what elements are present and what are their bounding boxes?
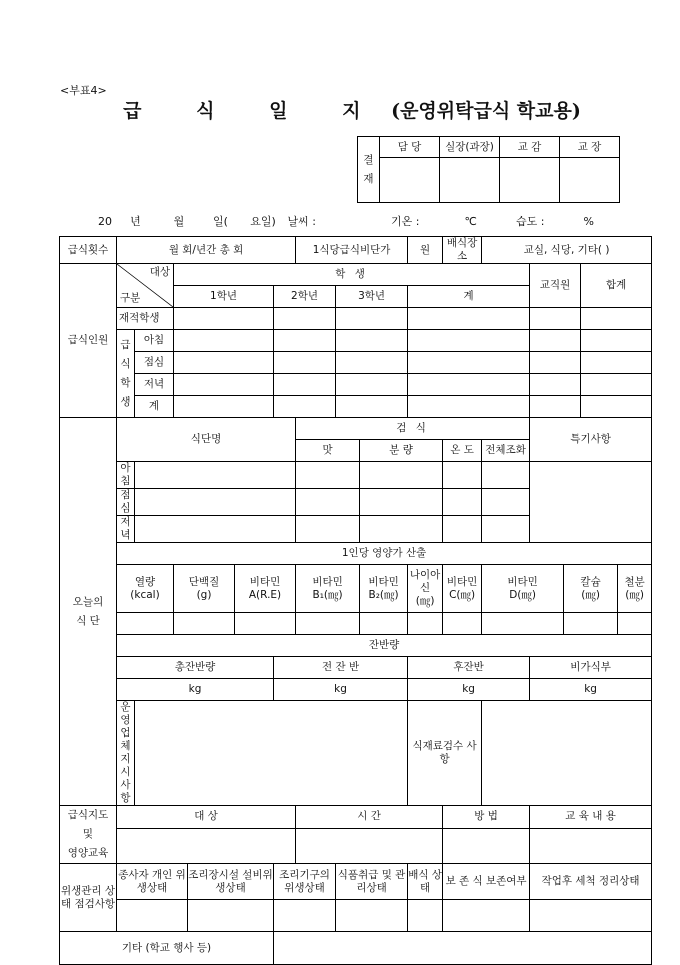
nutrition-col-vitamin-a bbox=[235, 565, 296, 613]
education-time-value[interactable] bbox=[296, 828, 443, 863]
menu-dinner-overall[interactable] bbox=[482, 516, 530, 543]
nutrition-unit: C(㎎) bbox=[449, 588, 476, 601]
day-label: 일( bbox=[213, 215, 228, 228]
serving-place-label: 배식장소 bbox=[443, 237, 482, 264]
students-header: 학 생 bbox=[174, 264, 530, 286]
sign-box-manager[interactable] bbox=[380, 158, 440, 203]
special-notes-header: 특기사항 bbox=[530, 418, 652, 462]
education-label-line2: 및 bbox=[82, 828, 94, 840]
lunch-count-label: 점심 bbox=[135, 352, 174, 374]
hygiene-serving-value[interactable] bbox=[408, 900, 443, 932]
nutrition-label: 철분 bbox=[624, 575, 645, 588]
overall-header: 전체조화 bbox=[482, 440, 530, 462]
approval-director: 실장(과장) bbox=[440, 137, 500, 158]
grade-1-header: 1학년 bbox=[174, 286, 274, 308]
breakfast-grade1[interactable] bbox=[174, 330, 274, 352]
ingredient-inspection-value[interactable] bbox=[482, 701, 652, 806]
hygiene-col-serving: 배식 상태 bbox=[408, 864, 443, 900]
meal-students-label bbox=[117, 330, 135, 418]
nutrition-col-vitamin-b2 bbox=[360, 565, 408, 613]
students-total-header: 계 bbox=[408, 286, 530, 308]
etc-label: 기타 (학교 행사 등) bbox=[60, 932, 274, 965]
dinner-sum[interactable] bbox=[581, 374, 652, 396]
menu-breakfast-amount[interactable] bbox=[360, 462, 443, 489]
enrolled-staff[interactable] bbox=[530, 308, 581, 330]
nutrition-col-iron bbox=[618, 565, 652, 613]
grade-2-header: 2학년 bbox=[274, 286, 336, 308]
menu-breakfast-taste[interactable] bbox=[296, 462, 360, 489]
sign-box-principal[interactable] bbox=[560, 158, 620, 203]
amount-header: 분 량 bbox=[360, 440, 443, 462]
lunch-total[interactable] bbox=[408, 352, 530, 374]
nutrition-unit: (㎎) bbox=[581, 588, 600, 601]
menu-name-header: 식단명 bbox=[117, 418, 296, 462]
title-char-4: 지 bbox=[342, 100, 361, 122]
hygiene-col-personal: 종사자 개인 위생상태 bbox=[117, 864, 188, 900]
leftover-post-header: 후잔반 bbox=[408, 657, 530, 679]
meal-students-char: 식 bbox=[120, 357, 131, 370]
menu-lunch-temp[interactable] bbox=[443, 489, 482, 516]
lunch-grade2[interactable] bbox=[274, 352, 336, 374]
menu-section-label bbox=[60, 418, 117, 806]
menu-lunch-overall[interactable] bbox=[482, 489, 530, 516]
temperature-header: 온 도 bbox=[443, 440, 482, 462]
education-target-value[interactable] bbox=[117, 828, 296, 863]
education-method-header: 방 법 bbox=[443, 806, 530, 829]
approval-table bbox=[357, 136, 620, 203]
nutrition-label: 열량 bbox=[134, 575, 156, 588]
nutrition-unit: (㎎) bbox=[415, 595, 435, 607]
special-notes-value[interactable] bbox=[530, 462, 652, 543]
menu-dinner-taste[interactable] bbox=[296, 516, 360, 543]
hygiene-preserved-food-value[interactable] bbox=[443, 900, 530, 932]
page-title bbox=[0, 96, 680, 123]
meal-students-char: 생 bbox=[120, 395, 131, 408]
inspection-header: 검 식 bbox=[296, 418, 530, 440]
meal-subtotal-label: 계 bbox=[135, 396, 174, 418]
weather-line bbox=[60, 213, 620, 229]
hygiene-utensils-value[interactable] bbox=[274, 900, 336, 932]
meal-count-label: 급식횟수 bbox=[60, 237, 117, 264]
hygiene-facility-value[interactable] bbox=[188, 900, 274, 932]
approval-label: 결재 bbox=[358, 137, 380, 203]
lunch-grade1[interactable] bbox=[174, 352, 274, 374]
nutrition-label: 칼슘 bbox=[580, 575, 601, 588]
breakfast-total[interactable] bbox=[408, 330, 530, 352]
nutrition-vitamin-d-value[interactable] bbox=[482, 613, 564, 635]
subtotal-total[interactable] bbox=[408, 396, 530, 418]
leftover-total-unit[interactable]: kg bbox=[117, 679, 274, 701]
meal-students-char: 학 bbox=[120, 376, 131, 389]
hygiene-col-food-handling: 식품취급 및 관리상태 bbox=[336, 864, 408, 900]
leftover-pre-header: 전 잔 반 bbox=[274, 657, 408, 679]
nutrition-vitamin-a-value[interactable] bbox=[235, 613, 296, 635]
enrolled-total[interactable] bbox=[408, 308, 530, 330]
menu-lunch-amount[interactable] bbox=[360, 489, 443, 516]
title-subtitle: (운영위탁급식 학교용) bbox=[391, 100, 581, 122]
hygiene-personal-value[interactable] bbox=[117, 900, 188, 932]
dinner-staff[interactable] bbox=[530, 374, 581, 396]
serving-place-value[interactable]: 교실, 식당, 기타( ) bbox=[482, 237, 652, 264]
approval-principal: 교 장 bbox=[560, 137, 620, 158]
menu-lunch-name[interactable] bbox=[135, 489, 296, 516]
title-char-3: 일 bbox=[269, 100, 288, 122]
lunch-grade3[interactable] bbox=[336, 352, 408, 374]
nutrition-col-vitamin-c bbox=[443, 565, 482, 613]
operator-instructions-label: 운영업체 지시사항 bbox=[117, 701, 135, 806]
education-content-value[interactable] bbox=[530, 828, 652, 863]
meal-students-char: 급 bbox=[120, 338, 131, 351]
education-time-header: 시 간 bbox=[296, 806, 443, 829]
breakfast-staff[interactable] bbox=[530, 330, 581, 352]
hygiene-col-cleanup: 작업후 세척 정리상태 bbox=[530, 864, 652, 900]
menu-dinner-name[interactable] bbox=[135, 516, 296, 543]
meal-log-table bbox=[59, 236, 652, 965]
menu-breakfast-label: 아침 bbox=[117, 462, 135, 489]
menu-dinner-label: 저녁 bbox=[117, 516, 135, 543]
nutrition-unit: B₂(㎎) bbox=[368, 588, 399, 601]
education-content-header: 교 육 내 용 bbox=[530, 806, 652, 829]
weekday-label: 요일) bbox=[250, 215, 276, 228]
menu-dinner-temp[interactable] bbox=[443, 516, 482, 543]
ingredient-inspection-label: 식재료검수 사항 bbox=[408, 701, 482, 806]
breakfast-grade2[interactable] bbox=[274, 330, 336, 352]
leftover-inedible-unit[interactable]: kg bbox=[530, 679, 652, 701]
humidity-unit: % bbox=[583, 215, 594, 228]
enrolled-grade3[interactable] bbox=[336, 308, 408, 330]
division-label: 구분 bbox=[120, 292, 141, 304]
dinner-grade1[interactable] bbox=[174, 374, 274, 396]
temperature-label: 기온 : bbox=[391, 215, 420, 228]
subtotal-sum[interactable] bbox=[581, 396, 652, 418]
nutrition-col-calcium bbox=[564, 565, 618, 613]
nutrition-col-vitamin-b1 bbox=[296, 565, 360, 613]
sum-header: 합계 bbox=[581, 264, 652, 308]
hygiene-col-utensils: 조리기구의 위생상태 bbox=[274, 864, 336, 900]
humidity-label: 습도 : bbox=[516, 215, 545, 228]
sign-box-director[interactable] bbox=[440, 158, 500, 203]
hygiene-col-facility: 조리장시설 설비위생상태 bbox=[188, 864, 274, 900]
weather-label: 날씨 : bbox=[287, 215, 316, 228]
hygiene-cleanup-value[interactable] bbox=[530, 900, 652, 932]
target-label: 대상 bbox=[149, 266, 170, 278]
nutrition-unit: (g) bbox=[196, 588, 212, 601]
education-label-line1: 급식지도 bbox=[67, 809, 109, 821]
meal-cost-unit[interactable]: 원 bbox=[408, 237, 443, 264]
nutrition-iron-value[interactable] bbox=[618, 613, 652, 635]
headcount-section-label: 급식인원 bbox=[60, 264, 117, 418]
nutrition-col-protein bbox=[174, 565, 235, 613]
breakfast-sum[interactable] bbox=[581, 330, 652, 352]
subtotal-grade3[interactable] bbox=[336, 396, 408, 418]
meal-count-value[interactable]: 월 회/년간 총 회 bbox=[117, 237, 296, 264]
menu-breakfast-temp[interactable] bbox=[443, 462, 482, 489]
nutrition-unit: D(㎎) bbox=[509, 588, 536, 601]
menu-breakfast-name[interactable] bbox=[135, 462, 296, 489]
education-label bbox=[60, 806, 117, 864]
subtotal-staff[interactable] bbox=[530, 396, 581, 418]
nutrition-col-vitamin-d bbox=[482, 565, 564, 613]
year-label: 년 bbox=[130, 215, 141, 228]
nutrition-label: 나이아신 bbox=[409, 569, 441, 594]
leftover-total-header: 총잔반량 bbox=[117, 657, 274, 679]
education-label-line3: 영양교육 bbox=[67, 847, 109, 859]
nutrition-label: 비타민 bbox=[368, 575, 399, 588]
leftover-inedible-header: 비가식부 bbox=[530, 657, 652, 679]
nutrition-label: 단백질 bbox=[188, 575, 220, 588]
menu-breakfast-overall[interactable] bbox=[482, 462, 530, 489]
breakfast-count-label: 아침 bbox=[135, 330, 174, 352]
etc-value[interactable] bbox=[274, 932, 652, 965]
hygiene-col-preserved-food: 보 존 식 보존여부 bbox=[443, 864, 530, 900]
meal-cost-label: 1식당급식비단가 bbox=[296, 237, 408, 264]
menu-lunch-label: 점심 bbox=[117, 489, 135, 516]
nutrition-unit: A(R.E) bbox=[248, 588, 282, 601]
headcount-diagonal-header bbox=[117, 264, 174, 308]
annex-label: <부표4> bbox=[60, 84, 107, 97]
approval-manager: 담 당 bbox=[380, 137, 440, 158]
nutrition-unit: (kcal) bbox=[130, 588, 160, 601]
lunch-sum[interactable] bbox=[581, 352, 652, 374]
education-method-value[interactable] bbox=[443, 828, 530, 863]
nutrition-col-energy bbox=[117, 565, 174, 613]
year-prefix: 20 bbox=[98, 215, 112, 228]
nutrition-unit: B₁(㎎) bbox=[312, 588, 343, 601]
enrolled-grade2[interactable] bbox=[274, 308, 336, 330]
nutrition-label: 비타민 bbox=[312, 575, 343, 588]
enrolled-students-label: 재적학생 bbox=[117, 308, 174, 330]
nutrition-vitamin-b2-value[interactable] bbox=[360, 613, 408, 635]
sign-box-vice-principal[interactable] bbox=[500, 158, 560, 203]
menu-dinner-amount[interactable] bbox=[360, 516, 443, 543]
month-label: 월 bbox=[173, 215, 185, 228]
title-char-2: 식 bbox=[196, 100, 215, 122]
leftover-pre-unit[interactable]: kg bbox=[274, 679, 408, 701]
enrolled-sum[interactable] bbox=[581, 308, 652, 330]
menu-lunch-taste[interactable] bbox=[296, 489, 360, 516]
nutrition-label: 비타민 bbox=[249, 575, 281, 588]
title-char-1: 급 bbox=[123, 100, 142, 122]
dinner-count-label: 저녁 bbox=[135, 374, 174, 396]
nutrition-vitamin-c-value[interactable] bbox=[443, 613, 482, 635]
nutrition-vitamin-b1-value[interactable] bbox=[296, 613, 360, 635]
education-target-header: 대 상 bbox=[117, 806, 296, 829]
nutrition-col-niacin bbox=[408, 565, 443, 613]
subtotal-grade1[interactable] bbox=[174, 396, 274, 418]
nutrition-label: 비타민 bbox=[507, 575, 538, 588]
dinner-grade3[interactable] bbox=[336, 374, 408, 396]
menu-section-line1: 오늘의 bbox=[72, 595, 104, 608]
menu-section-line2: 식 단 bbox=[76, 614, 100, 627]
nutrition-header: 1인당 영양가 산출 bbox=[117, 543, 652, 565]
hygiene-label: 위생관리 상태 점검사항 bbox=[60, 864, 117, 932]
nutrition-calcium-value[interactable] bbox=[564, 613, 618, 635]
nutrition-energy-value[interactable] bbox=[117, 613, 174, 635]
hygiene-food-handling-value[interactable] bbox=[336, 900, 408, 932]
temperature-unit: ℃ bbox=[464, 215, 477, 228]
subtotal-grade2[interactable] bbox=[274, 396, 336, 418]
approval-vice-principal: 교 감 bbox=[500, 137, 560, 158]
staff-header: 교직원 bbox=[530, 264, 581, 308]
enrolled-grade1[interactable] bbox=[174, 308, 274, 330]
dinner-grade2[interactable] bbox=[274, 374, 336, 396]
breakfast-grade3[interactable] bbox=[336, 330, 408, 352]
nutrition-label: 비타민 bbox=[446, 575, 478, 588]
nutrition-protein-value[interactable] bbox=[174, 613, 235, 635]
nutrition-unit: (㎎) bbox=[625, 588, 644, 601]
operator-instructions-value[interactable] bbox=[135, 701, 408, 806]
lunch-staff[interactable] bbox=[530, 352, 581, 374]
leftover-post-unit[interactable]: kg bbox=[408, 679, 530, 701]
dinner-total[interactable] bbox=[408, 374, 530, 396]
leftover-header: 잔반량 bbox=[117, 635, 652, 657]
grade-3-header: 3학년 bbox=[336, 286, 408, 308]
nutrition-niacin-value[interactable] bbox=[408, 613, 443, 635]
taste-header: 맛 bbox=[296, 440, 360, 462]
